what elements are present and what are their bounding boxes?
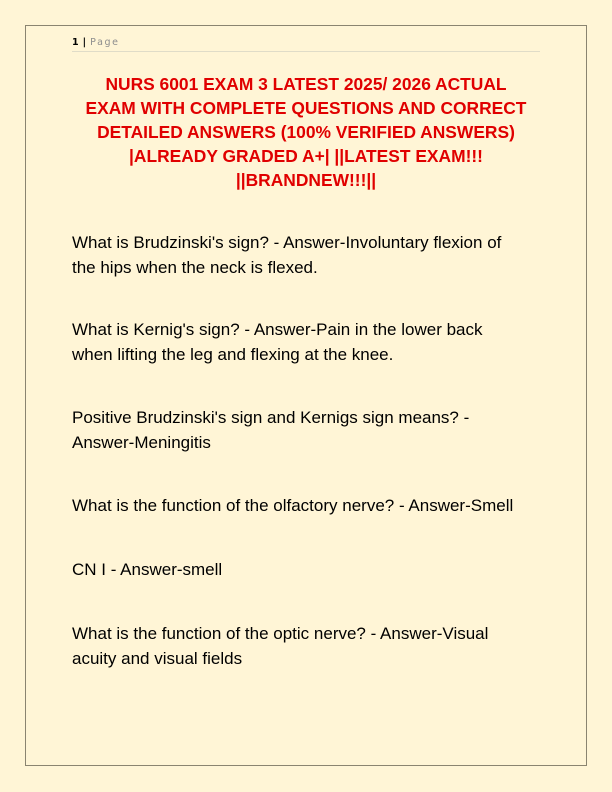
qa-line: Answer-Meningitis [72,432,211,452]
qa-line: What is the function of the optic nerve? - Answer-Visual [72,624,489,643]
qa-line: when lifting the leg and flexing at the knee. [72,344,394,364]
document-title-line: NURS 6001 EXAM 3 LATEST 2025/ 2026 ACTUAL [105,74,507,94]
document-title-line: ||BRANDNEW!!!|| [235,170,377,190]
qa-line: acuity and visual fields [72,648,243,668]
qa-line: CN I - Answer-smell [72,560,223,579]
qa-line: the hips when the neck is flexed. [72,257,318,277]
page-header [72,36,540,52]
page-header-separator: | [82,37,87,48]
qa-item-meningitis [72,406,552,455]
qa-line: What is the function of the olfactory nerve? - Answer-Smell [72,496,514,515]
document-title [60,72,552,192]
page-number: 1 [72,37,79,48]
qa-line: What is Kernig's sign? - Answer-Pain in the lower back [72,320,483,339]
qa-item-optic-nerve [72,622,552,671]
document-title-line: |ALREADY GRADED A+| ||LATEST EXAM!!! [129,146,483,166]
qa-line: What is Brudzinski's sign? - Answer-Involuntary flexion of [72,233,502,252]
qa-item-cn-i [72,558,552,583]
qa-item-kernig [72,318,552,367]
document-title-line: EXAM WITH COMPLETE QUESTIONS AND CORRECT [85,98,527,118]
page-header-label: Page [90,37,120,48]
document-title-line: DETAILED ANSWERS (100% VERIFIED ANSWERS) [97,122,515,142]
qa-line: Positive Brudzinski's sign and Kernigs sign means? - [72,408,470,427]
qa-item-brudzinski [72,231,552,280]
qa-item-olfactory-nerve [72,494,552,519]
